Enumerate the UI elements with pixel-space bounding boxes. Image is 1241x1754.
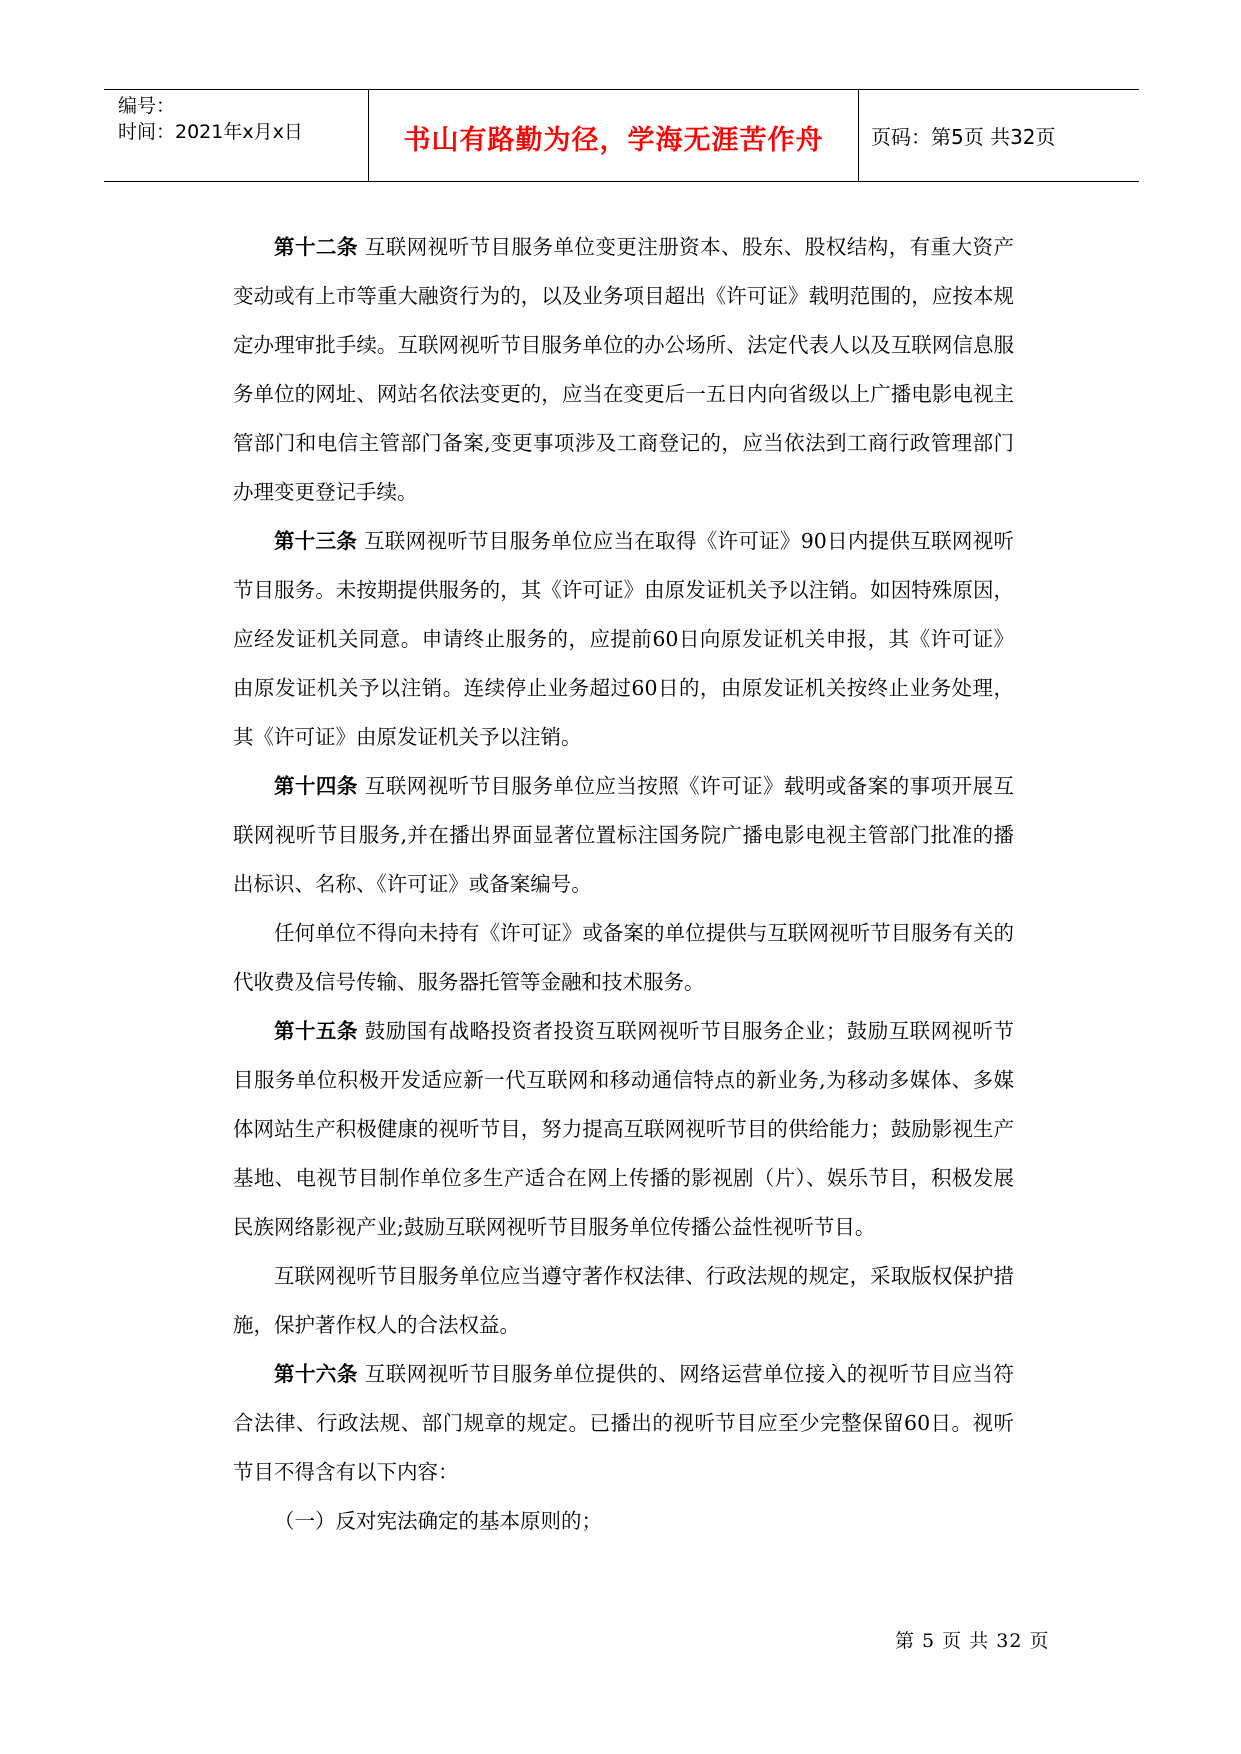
paragraph-text: 互联网视听节目服务单位变更注册资本、股东、股权结构，有重大资产变动或有上市等重大融资行为的，以及业务项目超出《许可证》载明范围的，应按本规定办理审批手续。互联网视听节目服务单位的办公场所、法定代表人以及互联网信息服务单位的网址、网站名依法变更的，应当在变更后一五日内向省级以上广播电影电视主管部门和电信主管部门备案,变更事项涉及工商登记的，应当依法到工商行政管理部门办理变更登记手续。 — [233, 235, 1015, 504]
paragraph-article-16 — [233, 1350, 1014, 1497]
motto-text: 书山有路勤为径，学海无涯苦作舟 — [403, 125, 824, 156]
paragraph-article-13 — [233, 517, 1014, 762]
header-motto-cell — [369, 90, 859, 181]
article-heading: 第十六条 — [274, 1362, 358, 1386]
paragraph-text: （一）反对宪法确定的基本原则的； — [274, 1509, 602, 1533]
document-header — [104, 89, 1139, 182]
paragraph-article-15-continued — [233, 1252, 1014, 1350]
paragraph-article-15 — [233, 1007, 1014, 1252]
paragraph-text: 互联网视听节目服务单位应当在取得《许可证》90日内提供互联网视听节目服务。未按期提供服务的，其《许可证》由原发证机关予以注销。如因特殊原因，应经发证机关同意。申请终止服务的，应提前60日向原发证机关申报，其《许可证》由原发证机关予以注销。连续停止业务超过60日的，由原发证机关按终止业务处理，其《许可证》由原发证机关予以注销。 — [233, 529, 1014, 749]
document-body — [233, 223, 1014, 1546]
paragraph-text: 任何单位不得向未持有《许可证》或备案的单位提供与互联网视听节目服务有关的代收费及信号传输、服务器托管等金融和技术服务。 — [233, 921, 1014, 994]
article-heading: 第十五条 — [274, 1019, 358, 1043]
time-label: 时间：2021年x月x日 — [118, 121, 303, 143]
paragraph-text: 互联网视听节目服务单位应当遵守著作权法律、行政法规的规定，采取版权保护措施，保护著作权人的合法权益。 — [233, 1264, 1014, 1337]
article-heading: 第十三条 — [274, 529, 358, 553]
paragraph-article-14 — [233, 762, 1014, 909]
page-info: 页码：第5页 共32页 — [871, 125, 1056, 149]
list-item-1 — [233, 1497, 1014, 1546]
number-label: 编号： — [118, 95, 176, 117]
paragraph-text: 互联网视听节目服务单位提供的、网络运营单位接入的视听节目应当符合法律、行政法规、部门规章的规定。已播出的视听节目应至少完整保留60日。视听节目不得含有以下内容： — [233, 1362, 1015, 1484]
article-heading: 第十二条 — [274, 235, 358, 259]
paragraph-article-14-continued — [233, 909, 1014, 1007]
header-page-cell — [859, 90, 1139, 181]
header-meta-cell — [104, 90, 369, 181]
paragraph-text: 互联网视听节目服务单位应当按照《许可证》载明或备案的事项开展互联网视听节目服务,并在播出界面显著位置标注国务院广播电影电视主管部门批准的播出标识、名称、《许可证》或备案编号。 — [233, 774, 1015, 896]
page-footer: 第 5 页 共 32 页 — [895, 1630, 1050, 1652]
article-heading: 第十四条 — [274, 774, 358, 798]
paragraph-article-12 — [233, 223, 1014, 517]
paragraph-text: 鼓励国有战略投资者投资互联网视听节目服务企业；鼓励互联网视听节目服务单位积极开发适应新一代互联网和移动通信特点的新业务,为移动多媒体、多媒体网站生产积极健康的视听节目，努力提高互联网视听节目的供给能力；鼓励影视生产基地、电视节目制作单位多生产适合在网上传播的影视剧（片）、娱乐节目，积极发展民族网络影视产业;鼓励互联网视听节目服务单位传播公益性视听节目。 — [233, 1019, 1015, 1239]
